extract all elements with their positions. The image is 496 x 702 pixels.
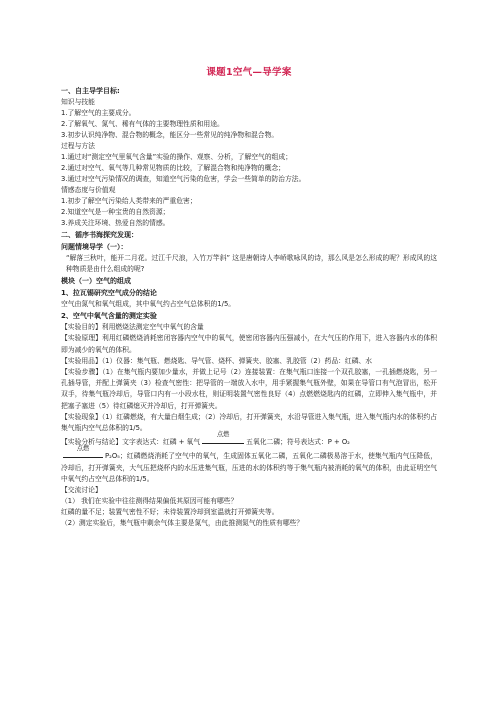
reaction-arrow bbox=[200, 431, 246, 448]
experiment-aim: 【实验目的】利用燃烧法测定空气中氧气的含量 bbox=[61, 323, 204, 332]
process-item: 2.通过对空气、氧气等几种常见物质的比较，了解混合物和纯净物的概念； bbox=[61, 164, 285, 172]
experiment-materials: 【实验用品】（1）仪器：集气瓶、燃烧匙、导气管、烧杯、弹簧夹、胶塞、乳胶管（2）药品：红磷、水 bbox=[61, 356, 373, 365]
discussion-item: （1） 我们在实验中往往测得结果偏低其原因可能有哪些？ bbox=[61, 497, 238, 506]
experiment-phenomena: 【实验现象】（1）红磷燃烧，有大量白烟生成；（2）冷却后，打开弹簧夹，水沿导管进入集气瓶，进入集气瓶内水的体积约占集气瓶内空气总体积的1/5。 bbox=[61, 412, 437, 433]
emotion-item: 2.知道空气是一种宝贵的自然资源； bbox=[61, 208, 170, 216]
discussion-heading: 【交流讨论】 bbox=[61, 486, 102, 495]
equation-continuation bbox=[61, 445, 437, 485]
sub-label-process: 过程与方法 bbox=[61, 142, 95, 150]
process-item: 1.通过对“测定空气里氧气含量”实验的操作、观察、分析，了解空气的组成； bbox=[61, 153, 293, 161]
sub-label-knowledge: 知识与技能 bbox=[61, 98, 95, 106]
section-heading-1: 一、自主导学目标: bbox=[61, 87, 120, 95]
sub-label-emotion: 情感态度与价值观 bbox=[61, 186, 116, 194]
section-heading-2: 二、循序书海探究发现： bbox=[61, 231, 138, 239]
knowledge-item: 2.了解氧气、氮气、稀有气体的主要物理性质和用途。 bbox=[61, 120, 224, 128]
document-title: 课题1空气—导学案 bbox=[206, 67, 292, 78]
lavoisier-heading: 1、拉瓦锡研究空气成分的结论 bbox=[61, 289, 157, 298]
discussion-item: 红磷的量不足；装置气密性不好；未待装置冷却到室温就打开弹簧夹等。 bbox=[61, 508, 279, 517]
equation-left: 【实验分析与结论】文字表达式：红磷 + 氧气 bbox=[61, 438, 201, 447]
analysis-text: P₂O₅；红磷燃烧消耗了空气中的氧气，生成固体五氧化二磷，五氧化二磷极易溶于水，使集气瓶内气压降低，冷却后，打开弹簧夹，大气压把烧杯内的水压进集气瓶，压进的水的体积约等于集气瓶内被消耗的氧气的体积，由此证明空气中氧气约占空气总体积的1/5。 bbox=[61, 452, 437, 483]
process-item: 3.通过对空气污染情况的调查，知道空气污染的危害，学会一些简单的防治方法。 bbox=[61, 175, 306, 183]
arrow-condition-2: 点燃 bbox=[76, 445, 90, 453]
experiment-steps: 【实验步骤】（1）在集气瓶内要加少量水，并做上记号（2）连接装置：在集气瓶口连接一个双孔胶塞，一孔插燃烧匙，另一孔插导管，并配上弹簧夹（3）检查气密性：把导管的一端放入水中，用手紧握集气瓶外壁，如果在导管口有气泡冒出，松开双手，待集气瓶冷却后，导管口内有一小段水柱，则证明装置气密性良好（4）点燃燃烧匙内的红磷，立即伸入集气瓶中，并把塞子塞进（5）待红磷熄灭并冷却后，打开弹簧夹。 bbox=[61, 368, 437, 410]
word-equation bbox=[61, 431, 437, 448]
emotion-item: 1.初步了解空气污染给人类带来的严重危害； bbox=[61, 197, 197, 205]
experiment-principle: 【实验原理】利用红磷燃烧消耗密闭容器内空气中的氧气，使密闭容器内压强减小，在大气压的作用下，进入容器内水的体积即为减少的氧气的体积。 bbox=[61, 334, 437, 354]
knowledge-item: 3.初步认识纯净物、混合物的概念，能区分一些常见的纯净物和混合物。 bbox=[61, 131, 279, 139]
discussion-item: （2）测定实验后，集气瓶中剩余气体主要是氮气，由此推测氮气的性质有哪些？ bbox=[61, 519, 304, 528]
document-page bbox=[61, 64, 437, 529]
knowledge-item: 1.了解空气的主要成分。 bbox=[61, 109, 136, 117]
experiment-heading: 2、空气中氧气含量的测定实验 bbox=[61, 312, 157, 321]
poem-paragraph: “解落三秋叶，能开二月花。过江千尺浪，入竹万竿斜” 这是唐朝诗人李峤歌咏风的诗，那么风是怎么形成的呢？形成风的这种物质是由什么组成的呢? bbox=[66, 254, 437, 274]
reaction-arrow-2 bbox=[61, 445, 105, 462]
lavoisier-text: 空气由氮气和氧气组成，其中氧气约占空气总体积的1/5。 bbox=[61, 300, 236, 309]
emotion-item: 3.养成关注环境、热爱自然的情感。 bbox=[61, 219, 170, 227]
question-heading: 问题情境导学（一）： bbox=[61, 243, 128, 251]
module-heading: 模块（一）空气的组成 bbox=[61, 277, 131, 286]
equation-right: 五氧化二磷；符号表达式：P + O₂ bbox=[246, 438, 350, 447]
arrow-condition: 点燃 bbox=[216, 431, 230, 439]
